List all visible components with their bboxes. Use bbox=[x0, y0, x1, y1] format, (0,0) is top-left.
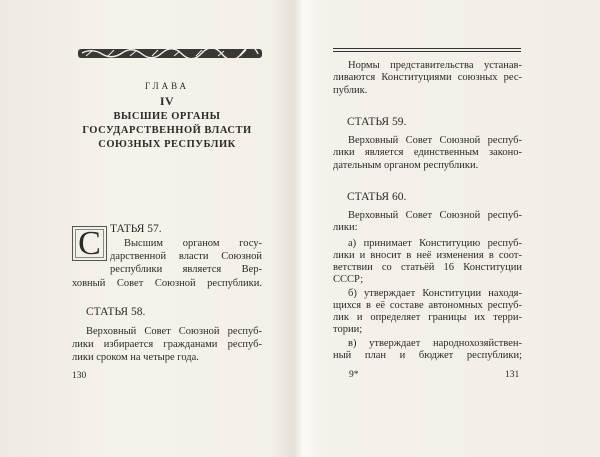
text-line: Верховный Совет Союзной респуб- bbox=[348, 210, 522, 221]
text-line: ховный Совет Союзной республики. bbox=[72, 278, 262, 289]
text-line: лик и определяет границы их терри- bbox=[333, 312, 522, 323]
text-line: публик. bbox=[333, 85, 368, 96]
article-59-heading: СТАТЬЯ 59. bbox=[347, 116, 407, 128]
text-line: щихся в её составе автономных респуб- bbox=[333, 300, 522, 311]
text-line: республики является Вер- bbox=[110, 264, 262, 275]
page-number: 130 bbox=[72, 371, 87, 381]
text-line: Верховный Совет Союзной респуб- bbox=[348, 135, 522, 146]
text-line: СССР; bbox=[333, 274, 364, 285]
chapter-title-line: ГОСУДАРСТВЕННОЙ ВЛАСТИ bbox=[82, 125, 252, 136]
page-number: 131 bbox=[505, 370, 520, 380]
header-rule bbox=[333, 48, 521, 49]
text-line: ветствии со статьёй 16 Конституции bbox=[333, 262, 522, 273]
text-line: лики: bbox=[333, 222, 358, 233]
text-line: дательным органом республики. bbox=[333, 160, 479, 171]
chapter-title-line: ВЫСШИЕ ОРГАНЫ bbox=[113, 111, 221, 122]
article-60-heading: СТАТЬЯ 60. bbox=[347, 191, 407, 203]
chapter-number: IV bbox=[159, 94, 175, 108]
header-rule bbox=[333, 51, 521, 52]
chapter-label: ГЛАВА bbox=[144, 81, 190, 91]
text-line: лики избирается гражданами респуб- bbox=[72, 339, 262, 350]
text-line: Нормы представительства устанав- bbox=[348, 60, 522, 71]
text-line: а) принимает Конституцию респуб- bbox=[348, 238, 522, 249]
text-line: тории; bbox=[333, 324, 363, 335]
text-line: ный план и бюджет республики; bbox=[333, 350, 522, 361]
text-line: ливаются Конституциями союзных рес- bbox=[333, 72, 522, 83]
text-line: лики является единственным законо- bbox=[333, 147, 522, 158]
text-line: Высшим органом госу- bbox=[124, 238, 262, 249]
signature-mark: 9* bbox=[349, 370, 359, 380]
text-line: лики сроком на четыре года. bbox=[72, 352, 199, 363]
drop-cap: С bbox=[72, 226, 107, 261]
article-57-heading: ТАТЬЯ 57. bbox=[110, 223, 162, 235]
chapter-title-line: СОЮЗНЫХ РЕСПУБЛИК bbox=[98, 139, 236, 150]
text-line: Верховный Совет Союзной респуб- bbox=[86, 326, 262, 337]
text-line: лики и вносит в неё изменения в соот- bbox=[333, 250, 522, 261]
text-line: в) утверждает народнохозяйствен- bbox=[348, 338, 522, 349]
text-line: дарственной власти Союзной bbox=[110, 251, 262, 262]
text-line: б) утверждает Конституции находя- bbox=[348, 288, 522, 299]
article-58-heading: СТАТЬЯ 58. bbox=[86, 306, 146, 318]
